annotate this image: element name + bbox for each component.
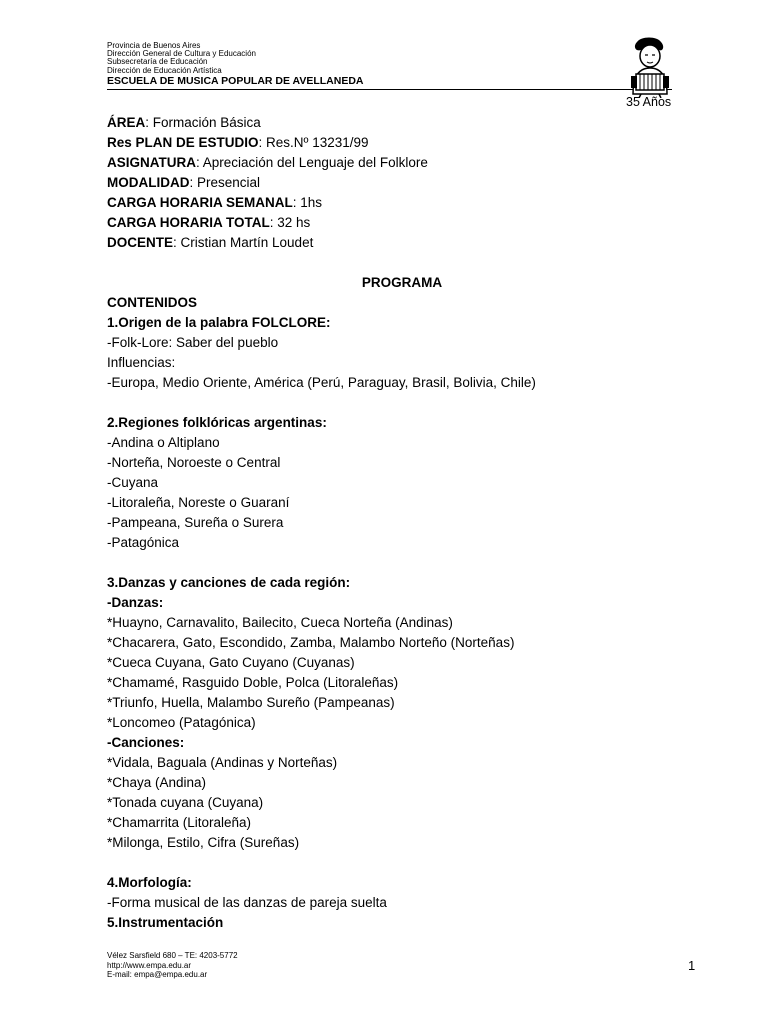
spacer <box>107 853 707 873</box>
list-item: *Chacarera, Gato, Escondido, Zamba, Malambo Norteño (Norteñas) <box>107 635 515 650</box>
section-heading: 2.Regiones folklóricas argentinas: <box>107 415 327 430</box>
header-line: Subsecretaría de Educación <box>107 57 208 67</box>
list-item: *Loncomeo (Patagónica) <box>107 715 256 730</box>
list-item: *Chaya (Andina) <box>107 775 207 790</box>
footer-email: E-mail: empa@empa.edu.ar <box>107 970 208 979</box>
info-value: : Cristian Martín Loudet <box>173 235 314 250</box>
info-value: : 32 hs <box>269 215 311 230</box>
list-item: *Cueca Cuyana, Gato Cuyano (Cuyanas) <box>107 655 355 670</box>
section-heading: 3.Danzas y canciones de cada región: <box>107 575 351 590</box>
info-modalidad <box>107 173 707 193</box>
header-line: Dirección General de Cultura y Educación <box>107 49 256 59</box>
page-number: 1 <box>688 958 696 973</box>
anniversary-label: 35 Años <box>626 95 672 109</box>
document-body <box>107 113 707 933</box>
info-label: MODALIDAD <box>107 175 190 190</box>
list-item: -Folk-Lore: Saber del pueblo <box>107 335 279 350</box>
info-label: Res PLAN DE ESTUDIO <box>107 135 259 150</box>
info-plan <box>107 133 707 153</box>
header-line: Dirección de Educación Artística <box>107 65 222 75</box>
list-item: -Europa, Medio Oriente, América (Perú, Paraguay, Brasil, Bolivia, Chile) <box>107 375 536 390</box>
programa-title: PROGRAMA <box>361 275 443 290</box>
spacer <box>107 553 707 573</box>
info-carga-semanal <box>107 193 707 213</box>
list-item: -Forma musical de las danzas de pareja suelta <box>107 895 387 910</box>
header-line: Provincia de Buenos Aires <box>107 41 201 50</box>
list-item: *Milonga, Estilo, Cifra (Sureñas) <box>107 835 300 850</box>
list-item: Influencias: <box>107 355 176 370</box>
list-item: -Norteña, Noroeste o Central <box>107 455 281 470</box>
section-heading: 4.Morfología: <box>107 875 192 890</box>
footer-address: Vélez Sarsfield 680 – TE: 4203-5772 <box>107 951 238 960</box>
info-label: ASIGNATURA <box>107 155 196 170</box>
list-item: *Huayno, Carnavalito, Bailecito, Cueca Norteña (Andinas) <box>107 615 453 630</box>
school-name: ESCUELA DE MUSICA POPULAR DE AVELLANEDA <box>107 75 672 90</box>
spacer <box>107 253 707 273</box>
info-label: ÁREA <box>107 115 146 130</box>
section-heading: 5.Instrumentación <box>107 915 224 930</box>
info-value: : Formación Básica <box>145 115 261 130</box>
list-item: -Patagónica <box>107 535 180 550</box>
list-item: *Chamamé, Rasguido Doble, Polca (Litoraleñas) <box>107 675 399 690</box>
info-docente <box>107 233 707 253</box>
info-label: CARGA HORARIA SEMANAL <box>107 195 293 210</box>
info-value: : 1hs <box>292 195 323 210</box>
info-area <box>107 113 707 133</box>
info-label: CARGA HORARIA TOTAL <box>107 215 270 230</box>
footer <box>107 951 238 980</box>
info-value: : Presencial <box>189 175 261 190</box>
footer-website: http://www.empa.edu.ar <box>107 960 192 970</box>
info-value: : Apreciación del Lenguaje del Folklore <box>196 155 428 170</box>
info-carga-total <box>107 213 707 233</box>
list-item: *Triunfo, Huella, Malambo Sureño (Pampeanas) <box>107 695 395 710</box>
list-item: *Vidala, Baguala (Andinas y Norteñas) <box>107 755 338 770</box>
bandoneon-player-icon <box>619 36 679 98</box>
list-item: -Cuyana <box>107 475 159 490</box>
spacer <box>107 393 707 413</box>
list-item: *Chamarrita (Litoraleña) <box>107 815 252 830</box>
info-asignatura <box>107 153 707 173</box>
letterhead <box>107 42 587 90</box>
list-item: -Litoraleña, Noreste o Guaraní <box>107 495 290 510</box>
list-item: -Andina o Altiplano <box>107 435 220 450</box>
list-item: *Tonada cuyana (Cuyana) <box>107 795 264 810</box>
subsection-heading: -Danzas: <box>107 595 164 610</box>
section-heading: 1.Origen de la palabra FOLCLORE: <box>107 315 331 330</box>
list-item: -Pampeana, Sureña o Surera <box>107 515 284 530</box>
contenidos-heading: CONTENIDOS <box>107 295 198 310</box>
subsection-heading: -Canciones: <box>107 735 185 750</box>
info-label: DOCENTE <box>107 235 174 250</box>
info-value: : Res.Nº 13231/99 <box>258 135 369 150</box>
